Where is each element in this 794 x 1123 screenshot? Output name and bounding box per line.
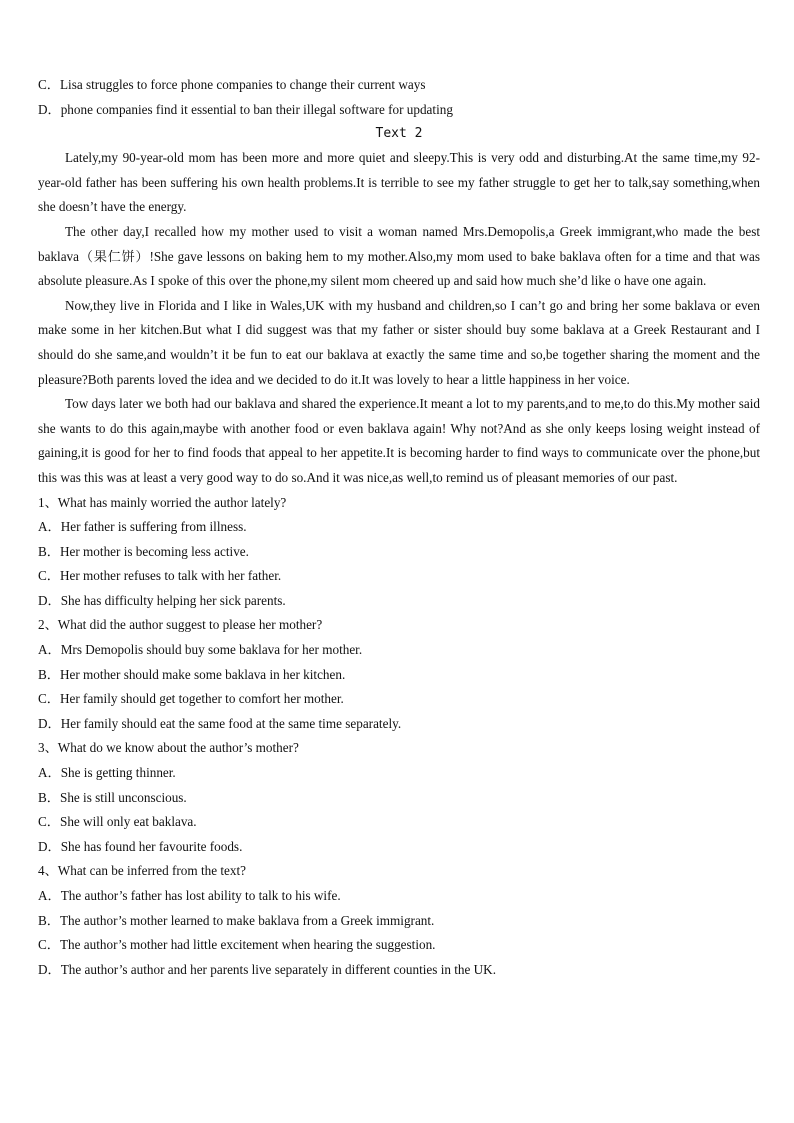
option-b: B．She is still unconscious. xyxy=(38,789,187,805)
document-page xyxy=(38,73,760,982)
option-d: D．She has difficulty helping her sick parents. xyxy=(38,592,286,608)
option-c: C．She will only eat baklava. xyxy=(38,814,197,830)
option-d: D．Her family should eat the same food at the same time separately. xyxy=(38,715,402,731)
question-stem: 1、What has mainly worried the author lately? xyxy=(38,494,287,510)
passage-title: Text 2 xyxy=(375,126,423,142)
option-b: B．The author’s mother learned to make baklava from a Greek immigrant. xyxy=(38,912,435,928)
paragraph-4: Tow days later we both had our baklava and shared the experience.It meant a lot to my parents,and to me,to do this.My mother said she wants to do this again,maybe with another food or even baklava again! Why not?And as she only keeps losing weight instead of gaining,it is good for her to find foods that appeal to her appetite.It is becoming harder to find ways to communicate over the phone,but this was this was at least a very good way to do so.And it was nice,as well,to remind us of pleasant memories of our past. xyxy=(38,396,760,485)
question-2 xyxy=(38,613,760,736)
question-3 xyxy=(38,736,760,859)
option-d: D．She has found her favourite foods. xyxy=(38,838,243,854)
option-d: D．The author’s author and her parents live separately in different counties in the UK. xyxy=(38,961,497,977)
option-c: C．Her mother refuses to talk with her father. xyxy=(38,568,282,584)
prev-option-d: D．phone companies find it essential to ban their illegal software for updating xyxy=(38,101,453,117)
question-stem: 3、What do we know about the author’s mother? xyxy=(38,740,299,756)
option-a: A．The author’s father has lost ability to talk to his wife. xyxy=(38,888,341,903)
paragraph-1: Lately,my 90-year-old mom has been more and more quiet and sleepy.This is very odd and disturbing.At the same time,my 92-year-old father has been suffering his own health problems.It is terrible to see my father struggle to get her to talk,say something,when she doesn’t have the energy. xyxy=(38,150,760,215)
prev-option-c: C．Lisa struggles to force phone companies to change their current ways xyxy=(38,77,426,92)
question-4 xyxy=(38,859,760,982)
paragraph-3: Now,they live in Florida and I like in Wales,UK with my husband and children,so I can’t go and bring her some baklava or even make some in her kitchen.But what I did suggest was that my father or sister should buy some baklava at a Greek Restaurant and I should do she same,and wouldn’t it be fun to eat our baklava at exactly the same time and so,be together sharing the moment and the pleasure?Both parents loved the idea and we decided to do it.It was lovely to hear a little happiness in her voice. xyxy=(38,297,760,387)
question-stem: 2、What did the author suggest to please her mother? xyxy=(38,617,323,633)
option-a: A．Her father is suffering from illness. xyxy=(38,519,247,535)
option-c: C．The author’s mother had little excitement when hearing the suggestion. xyxy=(38,937,436,953)
option-a: A．She is getting thinner. xyxy=(38,765,176,781)
option-a: A．Mrs Demopolis should buy some baklava for her mother. xyxy=(38,642,363,658)
paragraph-2: The other day,I recalled how my mother used to visit a woman named Mrs.Demopolis,a Greek immigrant,who made the best baklava（果仁饼）!She gave lessons on baking hem to my mother.Also,my mom used to bake baklava often for a time and that was absolute pleasure.As I spoke of this over the phone,my silent mom cheered up and said how much she’d like o have one again. xyxy=(38,223,760,289)
option-b: B．Her mother is becoming less active. xyxy=(38,543,249,559)
option-b: B．Her mother should make some baklava in her kitchen. xyxy=(38,666,346,682)
option-c: C．Her family should get together to comfort her mother. xyxy=(38,691,344,707)
question-1 xyxy=(38,491,760,614)
question-stem: 4、What can be inferred from the text? xyxy=(38,863,246,879)
